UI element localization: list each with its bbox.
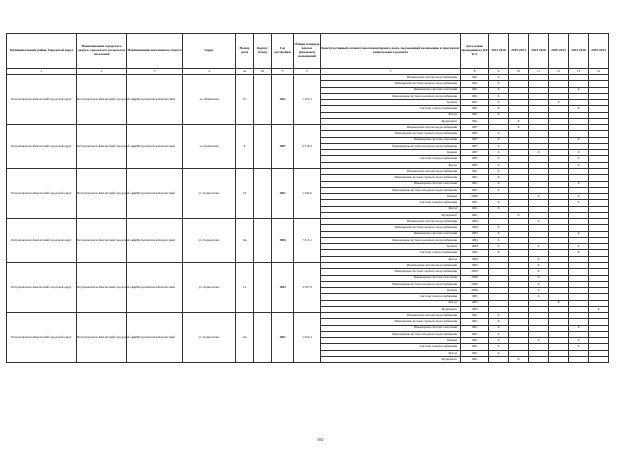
element-name-cell: Инженерная система отопления [321,137,461,143]
column-number: 8 [461,69,489,75]
repair-date-cell: 1961 [461,112,489,118]
repair-date-cell: 1961 [461,187,489,193]
period-mark-cell: X [489,350,509,356]
street-cell: ул. Ленинская [183,125,236,169]
repair-date-cell: 1987 [461,125,489,131]
area-cell: 1 306.6 [294,168,321,218]
street-cell: ул. Ленинская [183,75,236,125]
col-header-last-repair: Дата ранее проведенного КР КЭ [461,34,489,69]
block-cell [254,75,272,125]
element-name-cell: Инженерная система водоснабжения [321,75,461,81]
period-mark-cell: X [549,100,569,106]
element-name-cell: Фундамент [321,356,461,362]
column-number: 9 [489,69,509,75]
locality-cell: г. Петропавловск-Камчатский [127,75,183,125]
column-number: 1 [7,69,77,75]
element-name-cell: Система электроснабжения [321,294,461,300]
repair-date-cell: 1961 [461,206,489,212]
build-year-cell: 1983 [272,262,294,312]
build-year-cell: 1961 [272,313,294,363]
district-cell: Петропавловск-Камчатский городской округ [7,75,77,125]
period-mark-cell: X [489,143,509,149]
block-cell [254,262,272,312]
period-mark-cell: X [489,200,509,206]
settlement-cell: Петропавловск-Камчатский городской округ [77,219,127,263]
repair-date-cell: 1961 [461,313,489,319]
locality-cell: г. Петропавловск-Камчатский [127,313,183,363]
col-header-address: Адрес [183,34,236,69]
period-mark-cell: X [489,81,509,87]
repair-date-cell: 1961 [461,175,489,181]
period-mark-cell: X [509,212,529,218]
locality-cell: г. Петропавловск-Камчатский [127,262,183,312]
element-name-cell: Инженерная система водоснабжения [321,168,461,174]
period-mark-cell: X [489,112,509,118]
element-name-cell: Инженерная система холодного водоснабжения [321,281,461,287]
repair-date-cell: 1987 [461,150,489,156]
repair-date-cell: 1961 [461,93,489,99]
element-name-cell: Инженерная система отопления [321,275,461,281]
period-mark-cell: X [489,225,509,231]
element-name-cell: Крыша [321,100,461,106]
column-number: 4а [236,69,254,75]
repair-date-cell: 1961 [461,319,489,325]
column-number: 4 [183,69,236,75]
repair-date-cell: 1987 [461,156,489,162]
period-mark-cell: X [529,194,549,200]
element-name-cell: Инженерная система отопления [321,87,461,93]
table-body [7,69,609,363]
period-mark-cell: X [489,331,509,337]
col-header-period-3: 2024 2028 [529,34,549,69]
element-name-cell: Инженерная система водоснабжения [321,313,461,319]
repair-date-cell: 1961 [461,75,489,81]
house-number-cell: 12 [236,262,254,312]
period-mark-cell: X [569,162,589,168]
element-name-cell: Система электроснабжения [321,344,461,350]
repair-date-cell: 1961 [461,181,489,187]
repair-date-cell: 2008 [461,288,489,294]
element-name-cell: Инженерная система отопления [321,325,461,331]
period-mark-cell [529,356,549,362]
program-table-sheet [6,33,608,363]
period-mark-cell [569,356,589,362]
element-name-cell: Инженерная система холодного водоснабжения [321,93,461,99]
period-mark-cell: X [569,137,589,143]
element-name-cell: Система электроснабжения [321,250,461,256]
col-header-locality: Наименование населенного пункта [127,34,183,69]
period-mark-cell: X [509,356,529,362]
period-mark-cell: X [489,162,509,168]
build-year-cell: 1987 [272,125,294,169]
period-mark-cell: X [489,87,509,93]
period-mark-cell: X [509,118,529,124]
period-mark-cell: X [529,219,549,225]
period-mark-cell: X [489,106,509,112]
period-mark-cell: X [489,131,509,137]
element-name-cell: Фасад [321,256,461,262]
element-name-cell: Инженерная система холодного водоснабжения [321,237,461,243]
period-mark-cell: X [569,150,589,156]
element-name-cell: Фасад [321,300,461,306]
element-name-cell: Инженерная система горячего водоснабжения [321,269,461,275]
street-cell: ул. Лермонтова [183,219,236,263]
col-header-build-year: Год постройки [272,34,294,69]
period-mark-cell: X [569,338,589,344]
period-mark-cell: X [489,137,509,143]
repair-date-cell: 1961 [461,338,489,344]
col-header-block: Корпус (блок) [254,34,272,69]
element-name-cell: Инженерная система водоснабжения [321,125,461,131]
repair-date-cell: 1961 [461,81,489,87]
period-mark-cell: X [529,244,549,250]
repair-date-cell: 1987 [461,131,489,137]
repair-date-cell: 1984 [461,231,489,237]
period-mark-cell: X [569,231,589,237]
period-mark-cell: X [489,325,509,331]
period-mark-cell [489,356,509,362]
period-mark-cell: X [489,181,509,187]
period-mark-cell: X [529,256,549,262]
element-name-cell: Инженерная система отопления [321,181,461,187]
settlement-cell: Петропавловск-Камчатский городской округ [77,313,127,363]
column-number: 3 [127,69,183,75]
table-header-row [7,34,609,69]
repair-date-cell: 1984 [461,244,489,250]
element-name-cell: Фасад [321,162,461,168]
period-mark-cell: X [569,87,589,93]
period-mark-cell: X [529,150,549,156]
district-cell: Петропавловск-Камчатский городской округ [7,313,77,363]
area-cell: 7 013.1 [294,219,321,263]
column-number: 7 [321,69,461,75]
column-number: 4б [254,69,272,75]
period-mark-cell: X [489,168,509,174]
element-name-cell: Инженерная система холодного водоснабжения [321,187,461,193]
period-mark-cell: X [589,306,609,312]
column-number: 10 [509,69,529,75]
repair-date-cell: 1961 [461,350,489,356]
element-name-cell: Крыша [321,288,461,294]
element-name-cell: Инженерная система горячего водоснабжения [321,81,461,87]
element-name-cell: Крыша [321,338,461,344]
period-mark-cell: X [569,194,589,200]
element-name-cell: Крыша [321,244,461,250]
element-name-cell: Инженерная система холодного водоснабжения [321,331,461,337]
district-cell: Петропавловск-Камчатский городской округ [7,262,77,312]
column-number: 14 [589,69,609,75]
district-cell: Петропавловск-Камчатский городской округ [7,219,77,263]
col-header-element: Конструктивный элемент многоквартирного дома, подлежащий включению в программу капитального ремонта [321,34,461,69]
element-name-cell: Инженерная система горячего водоснабжения [321,175,461,181]
period-mark-cell: X [489,231,509,237]
build-year-cell: 1961 [272,168,294,218]
repair-date-cell: 1961 [461,344,489,350]
period-mark-cell: X [529,275,549,281]
period-mark-cell: X [569,344,589,350]
period-mark-cell: X [489,93,509,99]
settlement-cell: Петропавловск-Камчатский городской округ [77,125,127,169]
district-cell: Петропавловск-Камчатский городской округ [7,125,77,169]
street-cell: ул. Лермонтова [183,262,236,312]
period-mark-cell: X [489,237,509,243]
col-header-period-6: 2039 2043 [589,34,609,69]
repair-date-cell: 1961 [461,325,489,331]
col-header-period-1: 2014 2018 [489,34,509,69]
period-mark-cell [589,356,609,362]
repair-date-cell: 1961 [461,356,489,362]
element-name-cell: Фундамент [321,212,461,218]
district-cell: Петропавловск-Камчатский городской округ [7,168,77,218]
repair-date-cell: 1984 [461,250,489,256]
period-mark-cell: X [529,294,549,300]
period-mark-cell: X [529,281,549,287]
period-mark-cell: X [489,206,509,212]
element-name-cell: Крыша [321,150,461,156]
element-name-cell: Система электроснабжения [321,200,461,206]
period-mark-cell: X [509,125,529,131]
period-mark-cell: X [569,325,589,331]
period-mark-cell: X [489,156,509,162]
period-mark-cell: X [489,187,509,193]
period-mark-cell: X [569,106,589,112]
period-mark-cell: X [489,100,509,106]
house-number-cell: 8 [236,125,254,169]
repair-date-cell: 1987 [461,162,489,168]
block-cell [254,219,272,263]
element-name-cell: Фасад [321,112,461,118]
period-mark-cell: X [489,313,509,319]
column-number: 12 [549,69,569,75]
locality-cell: г. Петропавловск-Камчатский [127,125,183,169]
house-number-cell: 18 [236,168,254,218]
period-mark-cell [549,356,569,362]
column-number: 6 [294,69,321,75]
capital-repair-table [6,33,609,363]
repair-date-cell: 1984 [461,237,489,243]
period-mark-cell: X [569,200,589,206]
page-number: 184 [317,437,323,442]
repair-date-cell: 1983 [461,300,489,306]
repair-date-cell: 1961 [461,212,489,218]
period-mark-cell: X [529,269,549,275]
element-name-cell: Инженерная система водоснабжения [321,262,461,268]
col-header-period-2: 2019 2023 [509,34,529,69]
repair-date-cell: 1987 [461,137,489,143]
period-mark-cell: X [489,75,509,81]
period-mark-cell: X [489,344,509,350]
area-cell: 6 714.9 [294,125,321,169]
element-name-cell: Инженерная система горячего водоснабжения [321,319,461,325]
column-number: 13 [569,69,589,75]
period-mark-cell: X [569,244,589,250]
period-mark-cell: X [569,250,589,256]
repair-date-cell: 1984 [461,225,489,231]
repair-date-cell: 1981 [461,294,489,300]
col-header-period-5: 2034 2038 [569,34,589,69]
element-name-cell: Инженерная система горячего водоснабжения [321,225,461,231]
block-cell [254,168,272,218]
repair-date-cell: 1961 [461,106,489,112]
repair-date-cell: 1984 [461,219,489,225]
locality-cell: г. Петропавловск-Камчатский [127,219,183,263]
area-cell: 1 023.4 [294,313,321,363]
repair-date-cell: 1961 [461,87,489,93]
street-cell: ул. Лермонтова [183,313,236,363]
element-name-cell: Система электроснабжения [321,156,461,162]
element-name-cell: Система электроснабжения [321,106,461,112]
block-cell [254,313,272,363]
period-mark-cell: X [549,300,569,306]
element-name-cell: Инженерная система холодного водоснабжения [321,143,461,149]
period-mark-cell: X [529,288,549,294]
settlement-cell: Петропавловск-Камчатский городской округ [77,262,127,312]
period-mark-cell: X [489,319,509,325]
repair-date-cell: 1983 [461,262,489,268]
house-number-cell: 10а [236,219,254,263]
build-year-cell: 1984 [272,219,294,263]
period-mark-cell: X [529,262,549,268]
repair-date-cell: 2008 [461,269,489,275]
repair-date-cell: 1987 [461,143,489,149]
house-number-cell: 67 [236,75,254,125]
period-mark-cell: X [489,150,509,156]
period-mark-cell: X [489,338,509,344]
column-number: 5 [272,69,294,75]
repair-date-cell: 2008 [461,194,489,200]
col-header-area: Общая площадь жилых (нежилых) помещений [294,34,321,69]
element-name-cell: Фундамент [321,306,461,312]
col-header-settlement: Наименование городского округа, городского (сельского) поселения [77,34,127,69]
house-number-cell: 12а [236,313,254,363]
repair-date-cell: 1961 [461,331,489,337]
repair-date-cell: 1961 [461,200,489,206]
repair-date-cell: 1983 [461,306,489,312]
repair-date-cell: 1961 [461,100,489,106]
area-cell: 1 251.3 [294,75,321,125]
element-name-cell: Крыша [321,194,461,200]
build-year-cell: 1961 [272,75,294,125]
col-header-period-4: 2029 2033 [549,34,569,69]
element-name-cell: Инженерная система горячего водоснабжения [321,131,461,137]
period-mark-cell: X [489,250,509,256]
repair-date-cell: 1984 [461,256,489,262]
period-mark-cell: X [489,175,509,181]
repair-date-cell: 2008 [461,275,489,281]
element-name-cell: Инженерная система водоснабжения [321,219,461,225]
element-name-cell: Инженерная система отопления [321,231,461,237]
column-number: 11 [529,69,549,75]
settlement-cell: Петропавловск-Камчатский городской округ [77,75,127,125]
period-mark-cell: X [489,244,509,250]
block-cell [254,125,272,169]
col-header-district: Муниципальный район, Городской округ [7,34,77,69]
period-mark-cell: X [569,181,589,187]
period-mark-cell: X [569,156,589,162]
element-name-cell: Фасад [321,206,461,212]
period-mark-cell: X [529,338,549,344]
column-number: 2 [77,69,127,75]
repair-date-cell: 1961 [461,118,489,124]
element-name-cell: Фасад [321,350,461,356]
locality-cell: г. Петропавловск-Камчатский [127,168,183,218]
element-name-cell: Фундамент [321,118,461,124]
area-cell: 3 507.9 [294,262,321,312]
settlement-cell: Петропавловск-Камчатский городской округ [77,168,127,218]
street-cell: ул. Лермонтова [183,168,236,218]
col-header-house-number: Номер дома [236,34,254,69]
repair-date-cell: 1961 [461,168,489,174]
repair-date-cell: 2008 [461,281,489,287]
